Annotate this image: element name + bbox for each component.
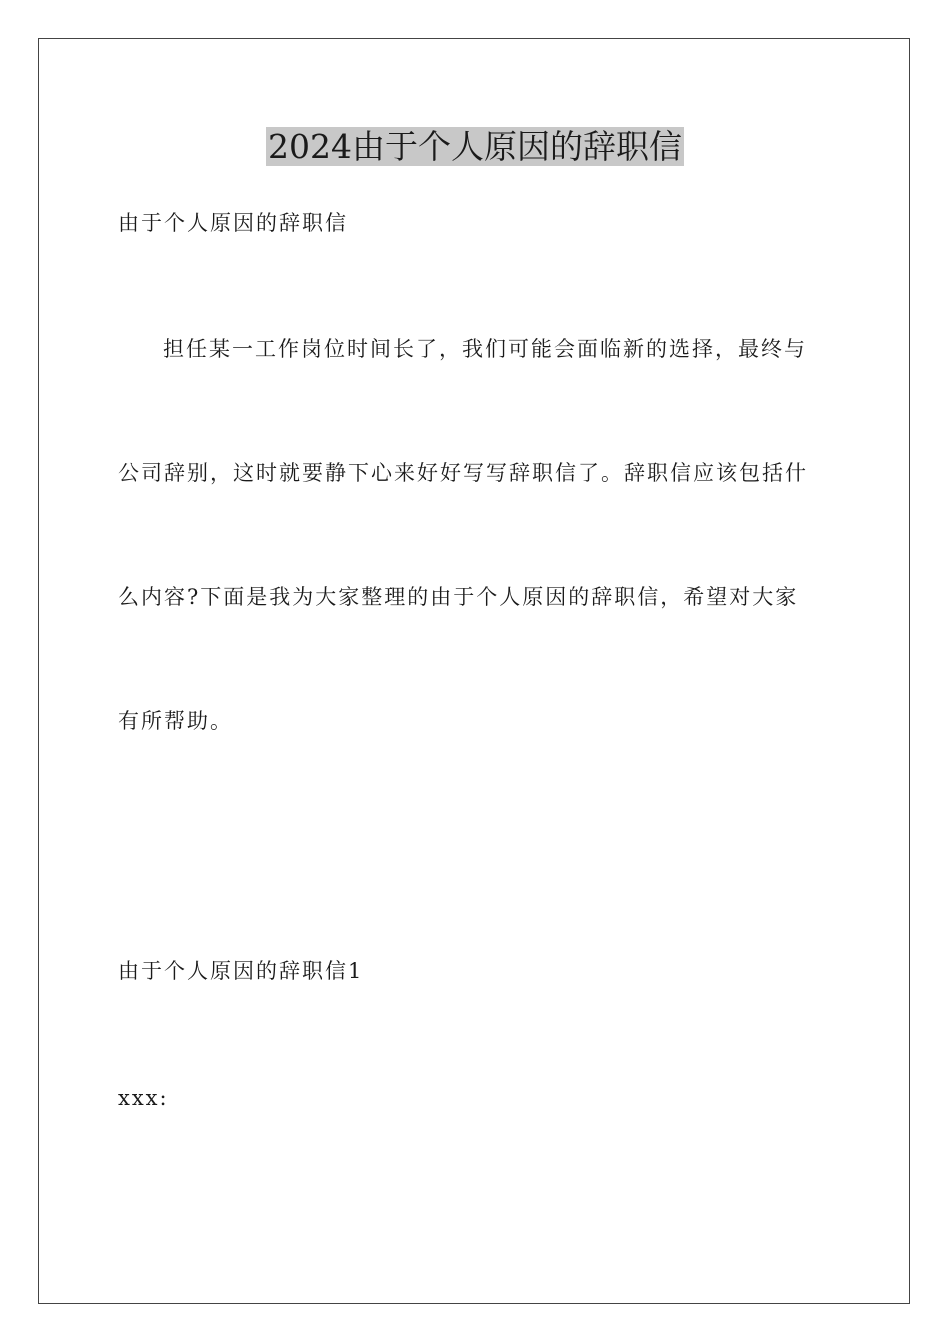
section-heading: 由于个人原因的辞职信1 (118, 959, 364, 983)
intro-line-3: 么内容?下面是我为大家整理的由于个人原因的辞职信，希望对大家 (118, 585, 799, 609)
document-title-text: 2024由于个人原因的辞职信 (268, 127, 682, 166)
salutation: xxx: (118, 1086, 169, 1110)
document-title (0, 126, 950, 168)
intro-line-1: 担任某一工作岗位时间长了，我们可能会面临新的选择，最终与 (163, 337, 807, 361)
document-subtitle: 由于个人原因的辞职信 (118, 211, 348, 235)
intro-line-2: 公司辞别，这时就要静下心来好好写写辞职信了。辞职信应该包括什 (118, 461, 808, 485)
intro-line-4: 有所帮助。 (118, 709, 233, 733)
